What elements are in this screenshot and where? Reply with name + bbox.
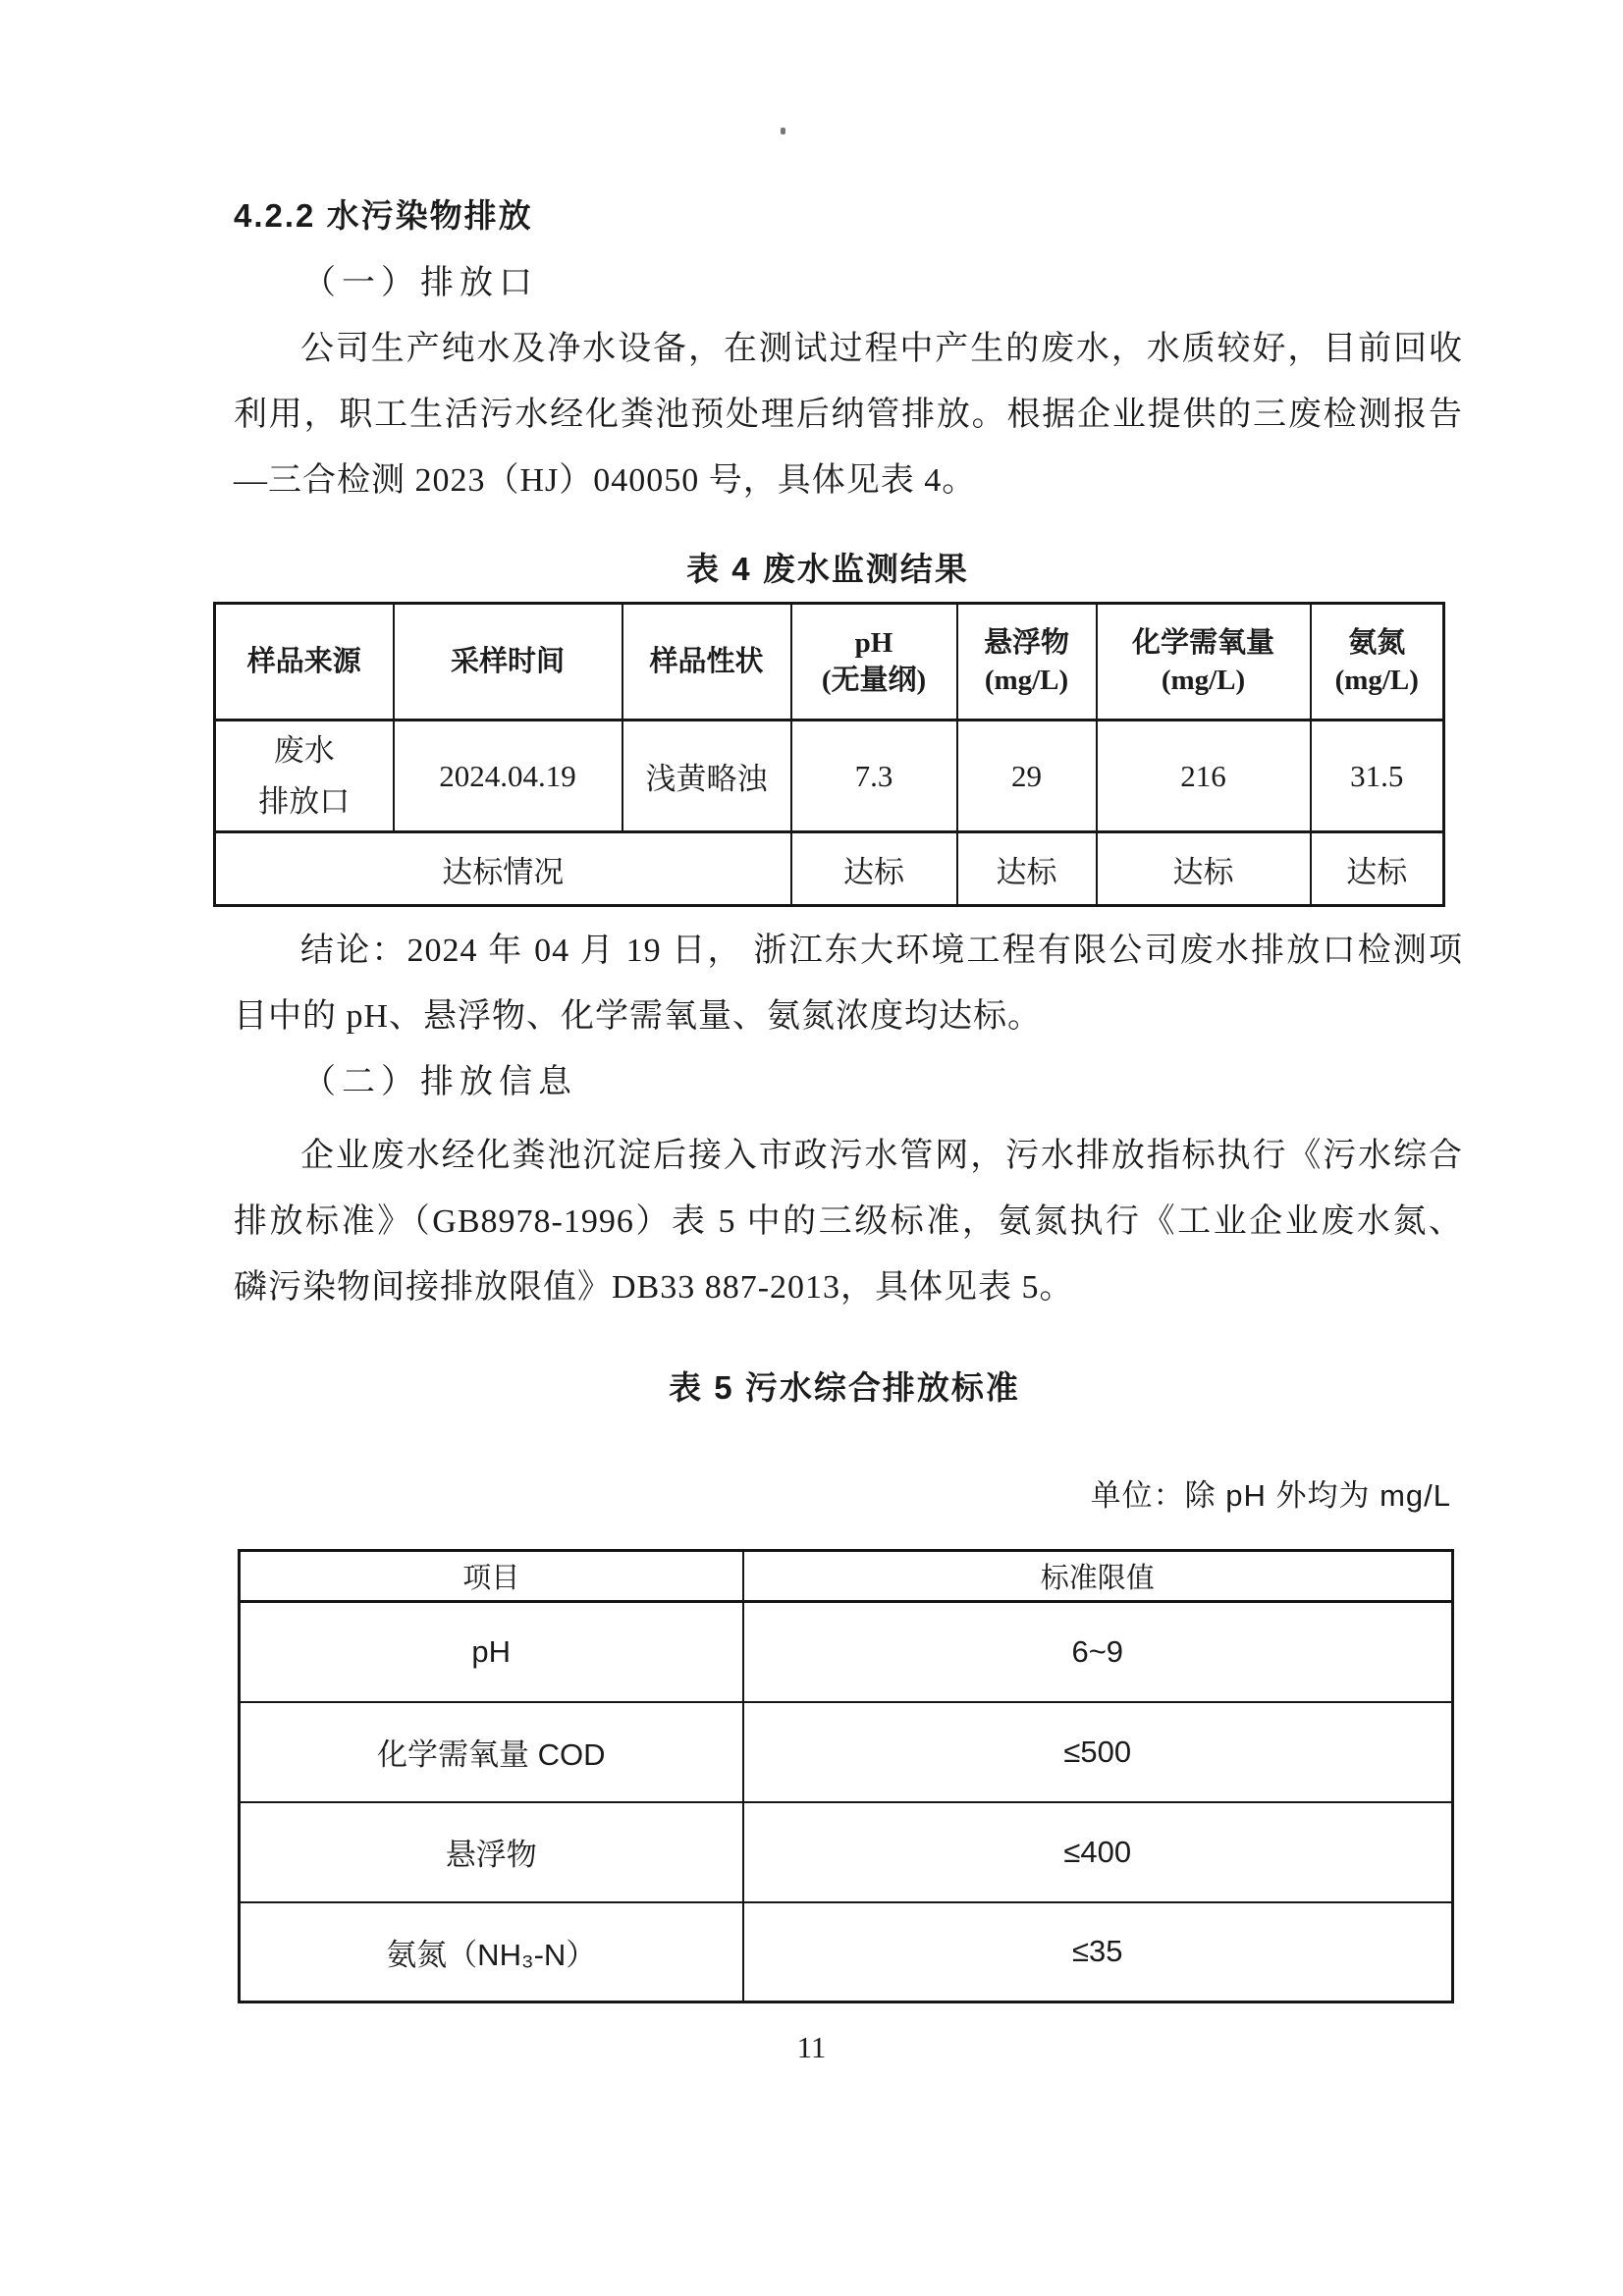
table5-item-ammonia: 氨氮（NH₃-N） [240,1902,743,2002]
table4-header-ammonia [1311,604,1444,721]
para2-line3: 磷污染物间接排放限值》DB33 887-2013，具体见表 5。 [234,1269,1074,1306]
table4-header-ph-title: pH [854,627,893,659]
para1-line2: 利用，职工生活污水经化粪池预处理后纳管排放。根据企业提供的三废检测报告 [234,397,1463,433]
table4-header-ss [957,604,1097,721]
table4-cell-ammonia-value: 31.5 [1311,721,1444,832]
section-heading: 4.2.2 水污染物排放 [234,197,533,234]
para1-line3: —三合检测 2023（HJ）040050 号，具体见表 4。 [234,462,977,499]
table4-header-row [215,604,1444,721]
table4-compliance-label: 达标情况 [215,832,791,906]
table4-header-ss-unit: (mg/L) [984,665,1069,696]
table4-header-cod-title: 化学需氧量 [1131,627,1274,659]
conclusion-line1: 结论：2024 年 04 月 19 日， 浙江东大环境工程有限公司废水排放口检测项 [300,933,1463,969]
table4-header-ss-title: 悬浮物 [983,627,1069,659]
page-number: 11 [796,2030,827,2064]
table4-cell-sample-time: 2024.04.19 [394,721,622,832]
table4-cell-sample-character: 浅黄略浊 [622,721,791,832]
table4-header-ammonia-title: 氨氮 [1348,627,1406,659]
table4-caption: 表 4 废水监测结果 [686,551,969,587]
table4-header-cod-unit: (mg/L) [1161,665,1246,696]
table5-row-ph [240,1602,1453,1702]
table5-caption: 表 5 污水综合排放标准 [669,1369,1020,1406]
table4-header-ph [791,604,957,721]
table4-cell-sample-source [215,721,394,832]
table5-unit-note: 单位：除 pH 外均为 mg/L [1090,1478,1451,1513]
table4-header-sample-character: 样品性状 [622,604,791,721]
table5-header-limit: 标准限值 [743,1551,1453,1602]
table4-compliance-row [215,832,1444,906]
table5-row-ss [240,1802,1453,1902]
table4-cell-cod-value: 216 [1097,721,1311,832]
table4-sample-source-line1: 废水 [273,732,335,768]
table4-header-cod [1097,604,1311,721]
table5-item-cod: 化学需氧量 COD [240,1702,743,1802]
table4-cell-ph-value: 7.3 [791,721,957,832]
table4-header-ammonia-unit: (mg/L) [1334,665,1419,696]
conclusion-line2: 目中的 pH、悬浮物、化学需氧量、氨氮浓度均达标。 [234,998,1043,1035]
table5-header-item: 项目 [240,1551,743,1602]
para2-line1: 企业废水经化粪池沉淀后接入市政污水管网，污水排放指标执行《污水综合 [300,1138,1463,1174]
table4-header-sample-source: 样品来源 [215,604,394,721]
table5-discharge-standard [238,1549,1454,2003]
table4-compliance-ss: 达标 [957,832,1097,906]
table5-item-ss: 悬浮物 [240,1802,743,1902]
table5-item-ph: pH [240,1602,743,1702]
table5-header-row [240,1551,1453,1602]
table4-compliance-cod: 达标 [1097,832,1311,906]
para2-line2: 排放标准》（GB8978-1996）表 5 中的三级标准，氨氮执行《工业企业废水氮、 [234,1203,1463,1240]
table5-limit-ph: 6~9 [743,1602,1453,1702]
para1-line1: 公司生产纯水及净水设备，在测试过程中产生的废水，水质较好，目前回收 [300,331,1463,367]
table4-header-ph-unit: (无量纲) [821,665,927,696]
table4-compliance-ammonia: 达标 [1311,832,1444,906]
sub-heading-outlet: （一）排放口 [302,265,538,301]
table4-compliance-ph: 达标 [791,832,957,906]
table4-wastewater-results [213,602,1445,907]
table4-header-sample-time: 采样时间 [394,604,622,721]
table5-row-ammonia [240,1902,1453,2002]
scan-speck [781,128,785,134]
table5-limit-cod: ≤500 [743,1702,1453,1802]
sub-heading-discharge-info: （二）排放信息 [302,1064,577,1100]
table5-limit-ss: ≤400 [743,1802,1453,1902]
table4-sample-source-line2: 排放口 [258,783,351,819]
table4-cell-ss-value: 29 [957,721,1097,832]
table5-row-cod [240,1702,1453,1802]
table5-limit-ammonia: ≤35 [743,1902,1453,2002]
table4-data-row [215,721,1444,832]
